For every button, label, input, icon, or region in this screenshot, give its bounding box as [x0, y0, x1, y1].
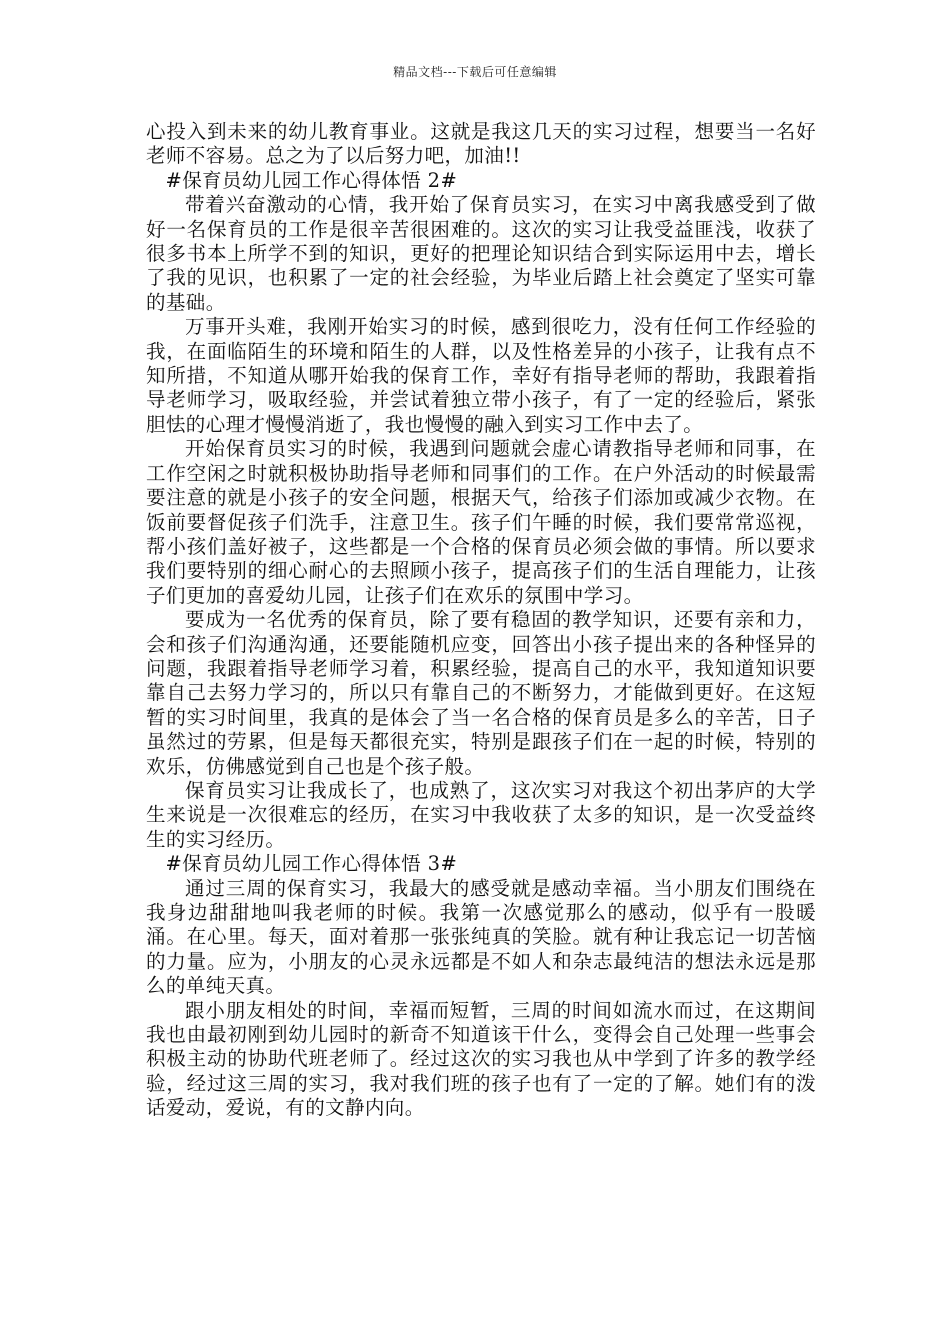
paragraph: 心投入到未来的幼儿教育事业。这就是我这几天的实习过程，想要当一名好老师不容易。总之为了以后努力吧，加油!! — [146, 120, 816, 168]
section-heading: #保育员幼儿园工作心得体悟 3# — [165, 852, 458, 876]
paragraph: 万事开头难，我刚开始实习的时候，感到很吃力，没有任何工作经验的我，在面临陌生的环境和陌生的人群，以及性格差异的小孩子，让我有点不知所措，不知道从哪开始我的保育工作，幸好有指导老师的帮助，我跟着指导老师学习，吸取经验，并尝试着独立带小孩子，有了一定的经验后，紧张胆怯的心理才慢慢消逝了，我也慢慢的融入到实习工作中去了。 — [146, 315, 816, 436]
paragraph: 带着兴奋激动的心情，我开始了保育员实习，在实习中离我感受到了做好一名保育员的工作是很辛苦很困难的。这次的实习让我受益匪浅，收获了很多书本上所学不到的知识，更好的把理论知识结合到实际运用中去，增长了我的见识，也积累了一定的社会经验，为毕业后踏上社会奠定了坚实可靠的基础。 — [146, 193, 816, 314]
document-body — [146, 120, 816, 1121]
paragraph: 跟小朋友相处的时间，幸福而短暂，三周的时间如流水而过，在这期间我也由最初刚到幼儿园时的新奇不知道该干什么，变得会自己处理一些事会积极主动的协助代班老师了。经过这次的实习我也从中学到了许多的教学经验，经过这三周的实习，我对我们班的孩子也有了一定的了解。她们有的泼话爱动，爱说，有的文静内向。 — [146, 998, 816, 1120]
paragraph: 开始保育员实习的时候，我遇到问题就会虚心请教指导老师和同事，在工作空闲之时就积极协助指导老师和同事们的工作。在户外活动的时候最需要注意的就是小孩子的安全问题，根据天气，给孩子们添加或减少衣物。在饭前要督促孩子们洗手，注意卫生。孩子们午睡的时候，我们要常常巡视，帮小孩们盖好被子，这些都是一个合格的保育员必须会做的事情。所以要求我们要特别的细心耐心的去照顾小孩子，提高孩子们的生活自理能力，让孩子们更加的喜爱幼儿园，让孩子们在欢乐的氛围中学习。 — [146, 437, 816, 607]
paragraph: 要成为一名优秀的保育员，除了要有稳固的教学知识，还要有亲和力，会和孩子们沟通沟通，还要能随机应变，回答出小孩子提出来的各种怪异的问题，我跟着指导老师学习着，积累经验，提高自己的水平，我知道知识要靠自己去努力学习的，所以只有靠自己的不断努力，才能做到更好。在这短暂的实习时间里，我真的是体会了当一名合格的保育员是多么的辛苦，日子虽然过的劳累，但是每天都很充实，特别是跟孩子们在一起的时候，特别的欢乐，仿佛感觉到自己也是个孩子般。 — [146, 608, 816, 778]
paragraph: 保育员实习让我成长了，也成熟了，这次实习对我这个初出茅庐的大学生来说是一次很难忘的经历，在实习中我收获了太多的知识，是一次受益终生的实习经历。 — [146, 778, 816, 851]
section-heading: #保育员幼儿园工作心得体悟 2# — [165, 168, 458, 192]
page-header: 精品文档---下载后可任意编辑 — [393, 65, 557, 79]
paragraph: 通过三周的保育实习，我最大的感受就是感动幸福。当小朋友们围绕在我身边甜甜地叫我老师的时候。我第一次感觉那么的感动，似乎有一股暖涌。在心里。每天，面对着那一张张纯真的笑脸。就有种让我忘记一切苦恼的力量。应为，小朋友的心灵永远都是不如人和杂志最纯洁的想法永远是那么的单纯天真。 — [146, 876, 816, 998]
